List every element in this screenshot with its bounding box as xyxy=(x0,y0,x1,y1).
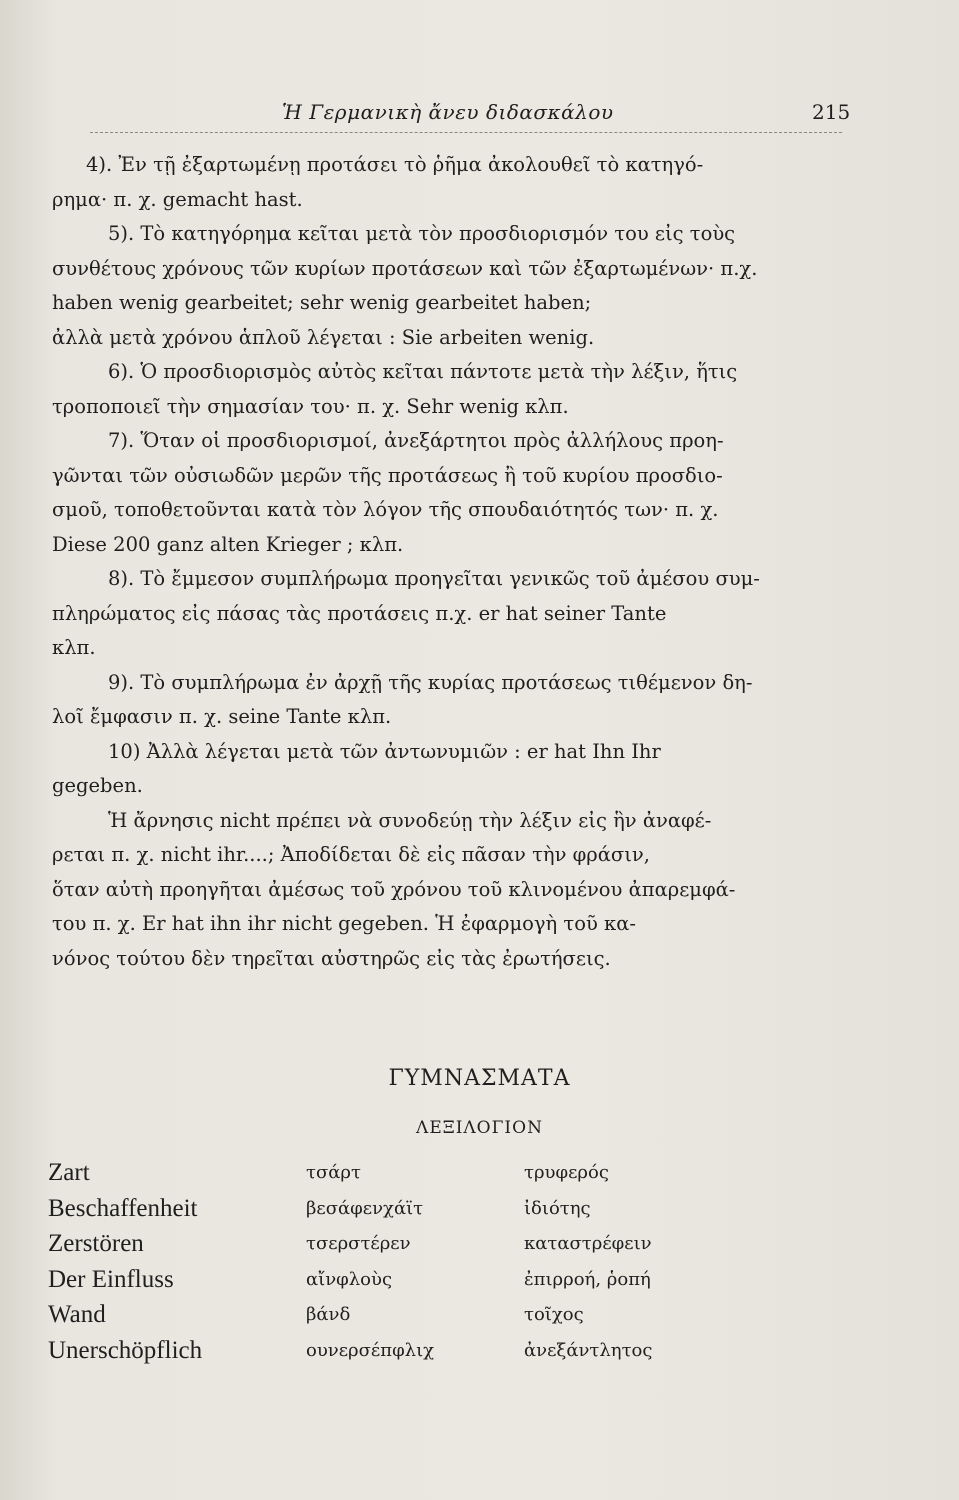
greek-meaning: καταστρέφειν xyxy=(524,1233,652,1254)
vocabulary-row xyxy=(48,1226,908,1262)
text-line: 5). Τὸ κατηγόρημα κεῖται μετὰ τὸν προσδιορισμόν του εἰς τοὺς xyxy=(108,222,736,245)
text-line: ἀλλὰ μετὰ χρόνου ἁπλοῦ λέγεται : Sie arbeiten wenig. xyxy=(52,325,595,349)
text-line: 8). Τὸ ἔμμεσον συμπλήρωμα προηγεῖται γενικῶς τοῦ ἀμέσου συμ- xyxy=(108,567,760,590)
text-line: γῶνται τῶν οὐσιωδῶν μερῶν τῆς προτάσεως ἢ τοῦ κυρίου προσδιο- xyxy=(52,463,723,487)
text-line: κλπ. xyxy=(52,636,96,659)
german-word: Zerstören xyxy=(48,1230,144,1257)
vocabulary-row xyxy=(48,1155,908,1191)
text-line: Diese 200 ganz alten Krieger ; κλπ. xyxy=(52,532,404,556)
text-line: 4). Ἐν τῇ ἐξαρτωμένῃ προτάσει τὸ ῥῆμα ἀκολουθεῖ τὸ κατηγό- xyxy=(86,153,704,176)
greek-meaning: τοῖχος xyxy=(524,1304,584,1325)
pronunciation: τσερστέρεν xyxy=(306,1233,411,1254)
text-line: συνθέτους χρόνους τῶν κυρίων προτάσεων καὶ τῶν ἐξαρτωμένων· π.χ. xyxy=(52,256,758,280)
text-line: 9). Τὸ συμπλήρωμα ἐν ἀρχῇ τῆς κυρίας προτάσεως τιθέμενον δη- xyxy=(108,670,753,694)
text-line: 7). Ὅταν οἱ προσδιορισμοί, ἀνεξάρτητοι πρὸς ἀλλήλους προη- xyxy=(108,429,724,452)
running-head xyxy=(0,100,959,130)
text-line: νόνος τούτου δὲν τηρεῖται αὐστηρῶς εἰς τὰς ἐρωτήσεις. xyxy=(52,946,611,970)
text-line: haben wenig gearbeitet; sehr wenig gearbeitet haben; xyxy=(52,291,592,314)
text-line: του π. χ. Er hat ihn ihr nicht gegeben. Ἡ ἐφαρμογὴ τοῦ κα- xyxy=(52,912,636,935)
text-line: gegeben. xyxy=(52,774,143,797)
german-word: Wand xyxy=(48,1301,106,1328)
text-line: πληρώματος εἰς πάσας τὰς προτάσεις π.χ. er hat seiner Tante xyxy=(52,601,667,625)
text-line: λοῖ ἔμφασιν π. χ. seine Tante κλπ. xyxy=(52,705,392,728)
pronunciation: ουνερσέπφλιχ xyxy=(306,1339,435,1361)
text-line: σμοῦ, τοποθετοῦνται κατὰ τὸν λόγον τῆς σπουδαιότητός των· π. χ. xyxy=(52,498,719,521)
pronunciation: βάνδ xyxy=(306,1304,351,1325)
page-number: 215 xyxy=(812,100,851,124)
vocabulary-row xyxy=(48,1191,908,1227)
german-word: Zart xyxy=(48,1159,90,1186)
pronunciation: τσάρτ xyxy=(306,1162,361,1183)
greek-meaning: ἰδιότης xyxy=(524,1197,591,1219)
german-word: Beschaffenheit xyxy=(48,1194,198,1222)
running-title: Ἡ Γερμανικὴ ἄνευ διδασκάλου xyxy=(282,100,614,124)
text-line: τροποποιεῖ τὴν σημασίαν του· π. χ. Sehr wenig κλπ. xyxy=(52,394,569,418)
vocabulary-heading: ΛΕΞΙΛΟΓΙΟΝ xyxy=(416,1118,543,1138)
body-text xyxy=(52,148,844,976)
vocabulary-row xyxy=(48,1262,908,1298)
text-line: 6). Ὁ προσδιορισμὸς αὐτὸς κεῖται πάντοτε μετὰ τὴν λέξιν, ἥτις xyxy=(108,360,738,383)
text-line: 10) Ἀλλὰ λέγεται μετὰ τῶν ἀντωνυμιῶν : er hat Ihn Ihr xyxy=(108,739,661,763)
header-rule xyxy=(90,132,842,133)
pronunciation: βεσάφενχάϊτ xyxy=(306,1197,424,1219)
pronunciation: αἴνφλοὺς xyxy=(306,1268,393,1290)
exercises-heading: ΓΥΜΝΑΣΜΑΤΑ xyxy=(388,1066,571,1091)
vocabulary-list xyxy=(48,1155,908,1368)
greek-meaning: ἀνεξάντλητος xyxy=(524,1339,653,1361)
text-line: Ἡ ἄρνησις nicht πρέπει νὰ συνοδεύῃ τὴν λέξιν εἰς ἣν ἀναφέ- xyxy=(108,808,712,832)
german-word: Der Einfluss xyxy=(48,1265,174,1293)
greek-meaning: ἐπιρροή, ῥοπή xyxy=(524,1268,651,1290)
greek-meaning: τρυφερός xyxy=(524,1162,609,1183)
vocabulary-row xyxy=(48,1333,908,1369)
text-line: ρημα· π. χ. gemacht hast. xyxy=(52,187,303,211)
text-line: ὅταν αὐτὴ προηγῆται ἀμέσως τοῦ χρόνου τοῦ κλινομένου ἀπαρεμφά- xyxy=(52,877,736,901)
vocabulary-row xyxy=(48,1297,908,1333)
german-word: Unerschöpflich xyxy=(48,1336,203,1364)
text-line: ρεται π. χ. nicht ihr....; Ἀποδίδεται δὲ εἰς πᾶσαν τὴν φράσιν, xyxy=(52,843,650,866)
